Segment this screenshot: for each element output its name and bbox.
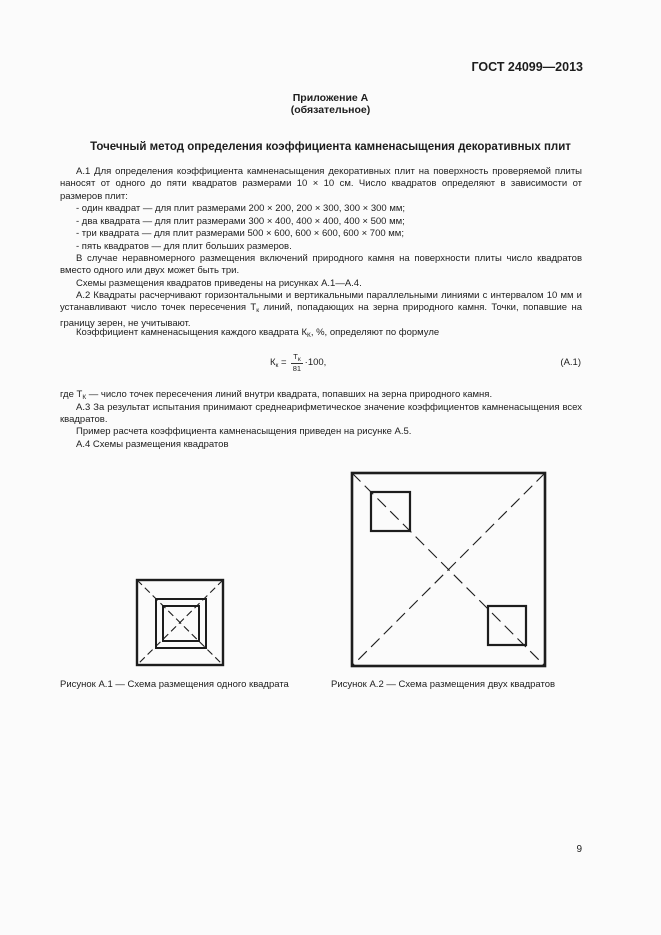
list-item: - три квадрата — для плит размерами 500 × 600, 600 × 600, 600 × 700 мм; xyxy=(76,228,404,239)
paragraph-a3: А.3 За результат испытания принимают среднеарифметическое значение коэффициентов камненасыщения всех квадратов. xyxy=(60,401,582,425)
appendix-status: (обязательное) xyxy=(290,104,371,116)
figure-a1-caption: Рисунок А.1 — Схема размещения одного квадрата xyxy=(60,679,289,690)
paragraph-a2: А.2 Квадраты расчерчивают горизонтальными и вертикальными параллельными линиями с интервалом 10 мм и устанавливают число точек пересечения $Т_к$ линий, попадающих на зерна природного камня. Точки, попавшие на границу зерен, не учитывают. xyxy=(60,290,582,329)
paragraph-a1: А.1 Для определения коэффициента камненасыщения декоративных плит на поверхность проверяемой плиты наносят от одного до пяти квадратов размерами 10 × 10 см. Число квадратов определяют в зависимости от размеров плит: xyxy=(60,166,582,202)
paragraph-example: Пример расчета коэффициента камненасыщения приведен на рисунке А.5. xyxy=(76,426,412,437)
figure-a2-caption: Рисунок А.2 — Схема размещения двух квадратов xyxy=(331,679,556,690)
standard-number: ГОСТ 24099—2013 xyxy=(471,60,583,74)
paragraph-uneven: В случае неравномерного размещения включений природного камня на поверхности плиты число квадратов вместо одного или двух может быть три. xyxy=(60,253,582,277)
paragraph-schemes-ref: Схемы размещения квадратов приведены на рисунках А.1—А.4. xyxy=(76,278,362,289)
paragraph-where: где $Т_К$ — число точек пересечения линий внутри квадрата, попавших на зерна природного камня. xyxy=(60,389,493,401)
formula-fraction: $\frac{Т_к}{81}$ xyxy=(292,352,302,373)
equation-number: (А.1) xyxy=(560,357,581,368)
list-item: - пять квадратов — для плит больших размеров. xyxy=(76,240,292,252)
paragraph-coefficient: Коэффициент камненасыщения каждого квадрата $К_К$, %, определяют по формуле xyxy=(76,327,440,339)
paragraph-a4: А.4 Схемы размещения квадратов xyxy=(76,438,229,450)
appendix-title: Приложение А xyxy=(292,92,369,104)
list-item: - один квадрат — для плит размерами 200 × 200, 200 × 300, 300 × 300 мм; xyxy=(76,203,406,214)
page-number: 9 xyxy=(576,844,582,855)
formula-a1: $К_к$ = $\frac{Т_к}{81}$ ·100, xyxy=(270,352,327,373)
square-bottom-right xyxy=(488,606,526,645)
list-item: - два квадрата — для плит размерами 300 × 400, 400 × 400, 400 × 500 мм; xyxy=(76,215,405,227)
section-title: Точечный метод определения коэффициента камненасыщения декоративных плит xyxy=(90,141,571,153)
